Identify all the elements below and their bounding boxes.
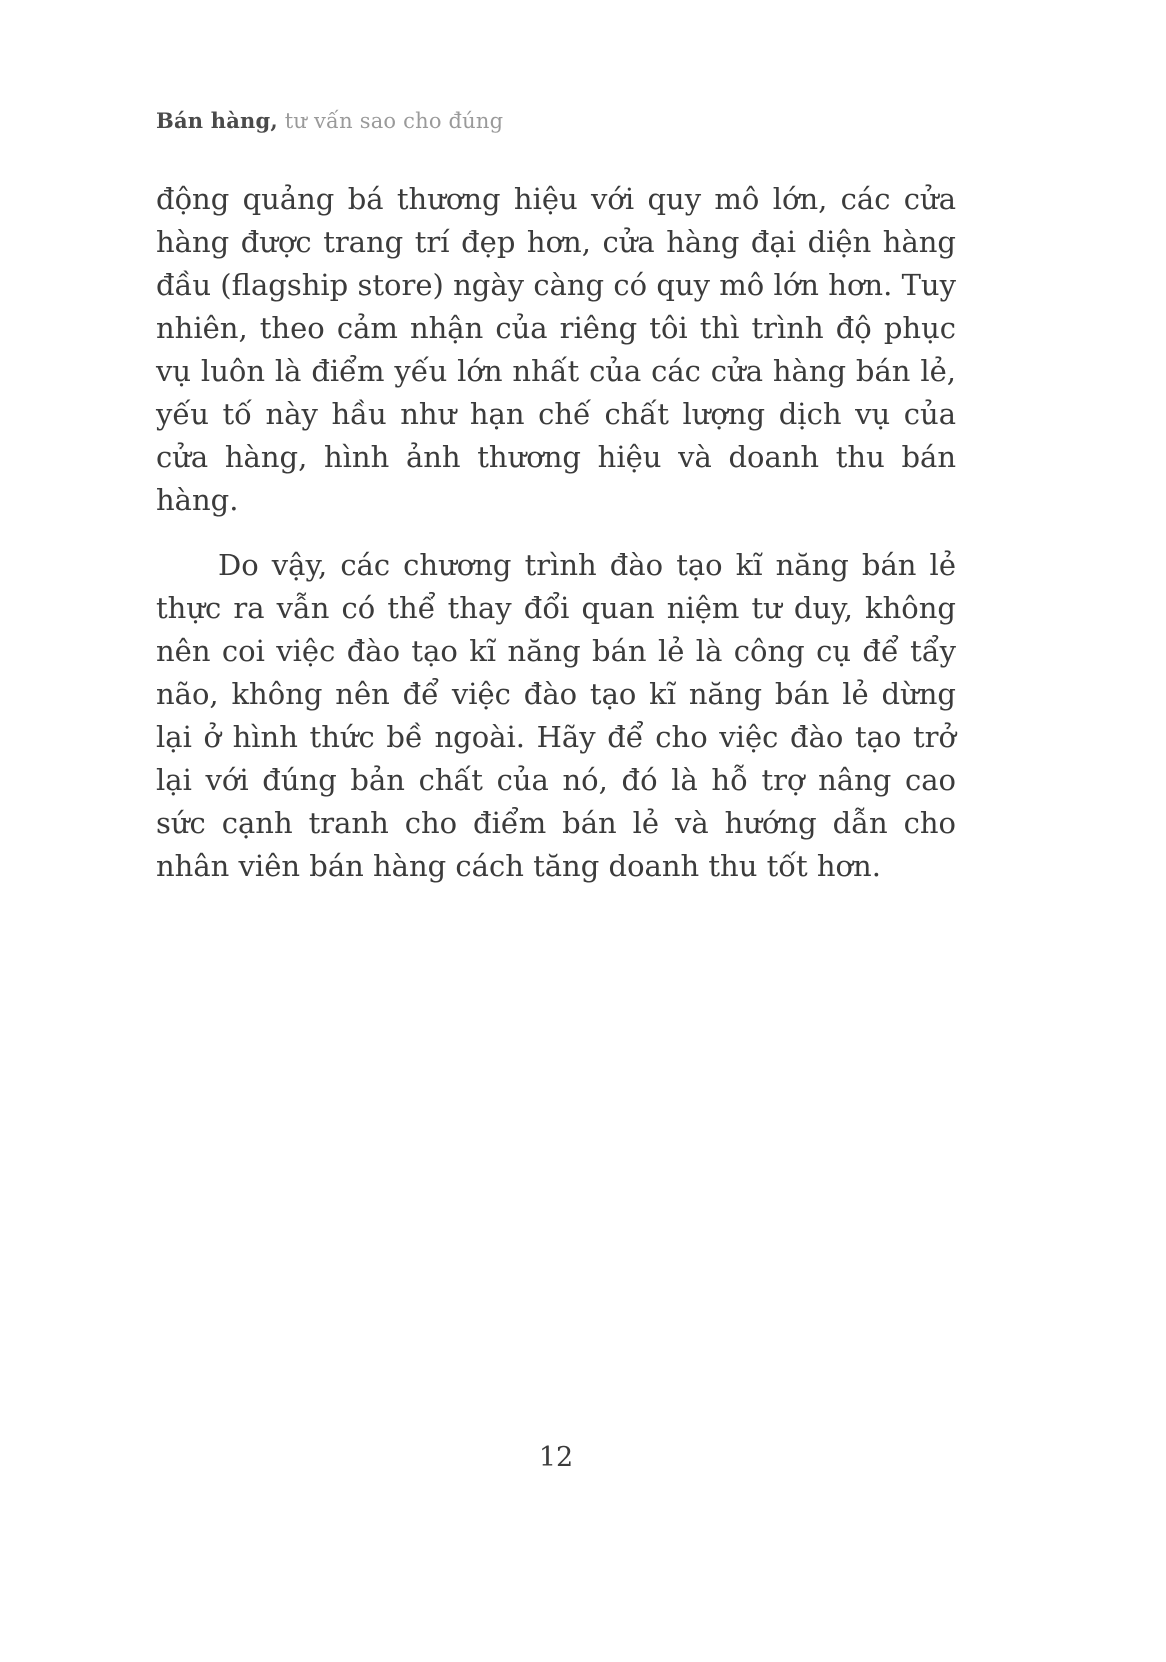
running-header-subtitle: tư vấn sao cho đúng bbox=[277, 109, 504, 133]
paragraph-2: Do vậy, các chương trình đào tạo kĩ năng bán lẻ thực ra vẫn có thể thay đổi quan niệm tư duy, không nên coi việc đào tạo kĩ năng bán lẻ là công cụ để tẩy não, không nên để việc đào tạo kĩ năng bán lẻ dừng lại ở hình thức bề ngoài. Hãy để cho việc đào tạo trở lại với đúng bản chất của nó, đó là hỗ trợ nâng cao sức cạnh tranh cho điểm bán lẻ và hướng dẫn cho nhân viên bán hàng cách tăng doanh thu tốt hơn. bbox=[156, 548, 956, 883]
running-header bbox=[156, 108, 956, 133]
running-header-title: Bán hàng, bbox=[156, 108, 278, 133]
paragraph-1: động quảng bá thương hiệu với quy mô lớn, các cửa hàng được trang trí đẹp hơn, cửa hàng đại diện hàng đầu (flagship store) ngày càng có quy mô lớn hơn. Tuy nhiên, theo cảm nhận của riêng tôi thì trình độ phục vụ luôn là điểm yếu lớn nhất của các cửa hàng bán lẻ, yếu tố này hầu như hạn chế chất lượng dịch vụ của cửa hàng, hình ảnh thương hiệu và doanh thu bán hàng. bbox=[156, 182, 956, 517]
page-number: 12 bbox=[538, 1442, 574, 1473]
body-text bbox=[156, 178, 956, 910]
